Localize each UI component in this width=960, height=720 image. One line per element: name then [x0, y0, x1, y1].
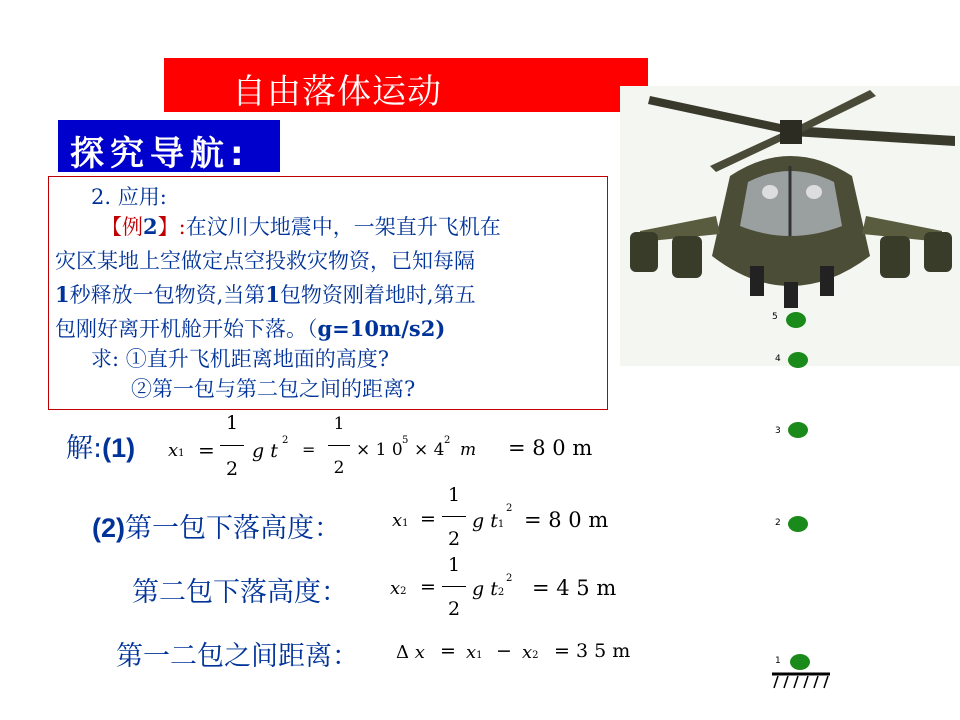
problem-line-1: 2. 应用: [91, 185, 167, 209]
problem-line-7: ②第一包与第二包之间的距离? [131, 377, 416, 401]
formula-3-result: = 4 5 m [532, 576, 617, 600]
solution-label-3: 第二包下落高度： [132, 577, 348, 608]
package-5 [786, 312, 806, 328]
package-label-3: 3 [775, 426, 781, 436]
package-2 [788, 516, 808, 532]
problem-box [48, 176, 608, 410]
package-4 [788, 352, 808, 368]
problem-line-6: 求: ①直升飞机距离地面的高度? [91, 347, 390, 371]
formula-1-result: = 8 0 m [508, 436, 593, 460]
package-label-1: 1 [775, 656, 781, 666]
solution-label-1: 解:(1) [66, 433, 136, 464]
package-label-4: 4 [775, 354, 781, 364]
package-label-5: 5 [772, 312, 778, 322]
package-label-2: 2 [775, 518, 781, 528]
solution-label-2: (2)第一包下落高度： [92, 513, 341, 544]
solution-label-4: 第一二包之间距离： [116, 641, 359, 672]
ground-icon [770, 672, 834, 692]
problem-line-4: 1秒释放一包物资,当第1包物资刚着地时,第五 [55, 282, 476, 307]
formula-4-result: = 3 5 m [554, 640, 631, 662]
page-title: 自由落体运动 [232, 72, 442, 112]
problem-line-2: 【例2】:在汶川大地震中，一架直升飞机在 [101, 214, 501, 239]
package-1 [790, 654, 810, 670]
formula-2-result: = 8 0 m [524, 508, 609, 532]
problem-line-3: 灾区某地上空做定点空投救灾物资，已知每隔 [55, 249, 475, 273]
problem-line-5: 包刚好离开机舱开始下落。（g=10m/s2) [55, 316, 446, 341]
package-3 [788, 422, 808, 438]
nav-label: 探究导航: [70, 134, 250, 174]
